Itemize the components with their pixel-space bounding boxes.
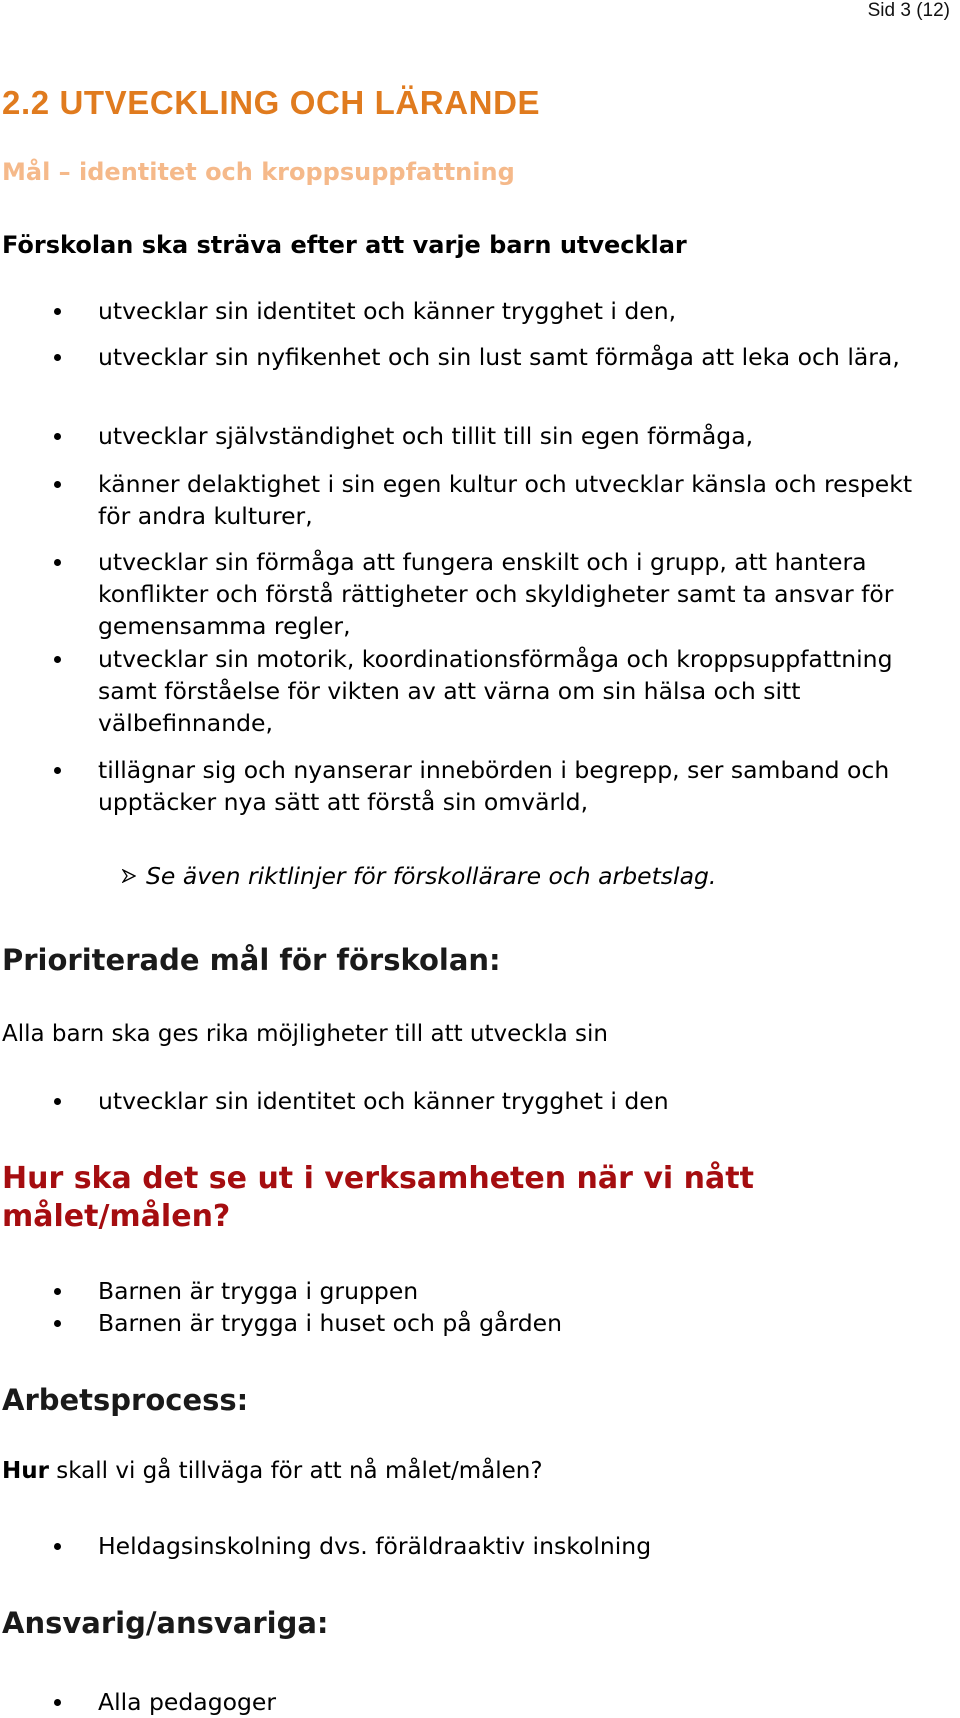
list-item: Heldagsinskolning dvs. föräldraaktiv inskolning — [98, 1530, 948, 1562]
see-also-note — [146, 860, 716, 892]
priorities-text: Alla barn ska ges rika möjligheter till att utveckla sin — [2, 1021, 608, 1047]
list-item: Barnen är trygga i gruppen — [98, 1275, 948, 1307]
responsible-heading: Ansvarig/ansvariga: — [2, 1606, 329, 1640]
priorities-heading: Prioriterade mål för förskolan: — [2, 943, 501, 977]
list-item: utvecklar sin nyfikenhet och sin lust samt förmåga att leka och lära, — [98, 341, 948, 373]
process-question-bold: Hur — [2, 1458, 49, 1484]
list-item: Alla pedagoger — [98, 1686, 948, 1718]
process-question-rest: skall vi gå tillväga för att nå målet/målen? — [48, 1458, 543, 1484]
see-also-text: Se även riktlinjer för förskollärare och arbetslag. — [146, 862, 717, 890]
goals-intro: Förskolan ska sträva efter att varje barn utvecklar — [2, 231, 687, 259]
section-title: 2.2 UTVECKLING OCH LÄRANDE — [2, 84, 541, 121]
process-question — [2, 1458, 543, 1484]
arrow-right-icon — [122, 869, 136, 883]
list-item: tillägnar sig och nyanserar innebörden i begrepp, ser samband och upptäcker nya sätt att förstå sin omvärld, — [98, 754, 948, 818]
section-subtitle: Mål – identitet och kroppsuppfattning — [2, 158, 515, 186]
outcome-heading: Hur ska det se ut i verksamheten när vi nått målet/målen? — [2, 1161, 754, 1234]
list-item: känner delaktighet i sin egen kultur och utvecklar känsla och respekt för andra kulturer, — [98, 468, 948, 532]
list-item: utvecklar sin motorik, koordinationsförmåga och kroppsuppfattning samt förståelse för vikten av att värna om sin hälsa och sitt välbefinnande, — [98, 643, 948, 739]
process-heading: Arbetsprocess: — [2, 1383, 249, 1417]
list-item: utvecklar sin förmåga att fungera enskilt och i grupp, att hantera konflikter och förstå rättigheter och skyldigheter samt ta ansvar för gemensamma regler, — [98, 546, 948, 642]
list-item: utvecklar sin identitet och känner trygghet i den, — [98, 295, 948, 327]
list-item: utvecklar självständighet och tillit till sin egen förmåga, — [98, 420, 948, 452]
list-item: utvecklar sin identitet och känner trygghet i den — [98, 1085, 948, 1117]
list-item: Barnen är trygga i huset och på gården — [98, 1307, 948, 1339]
page-number: Sid 3 (12) — [867, 0, 950, 21]
